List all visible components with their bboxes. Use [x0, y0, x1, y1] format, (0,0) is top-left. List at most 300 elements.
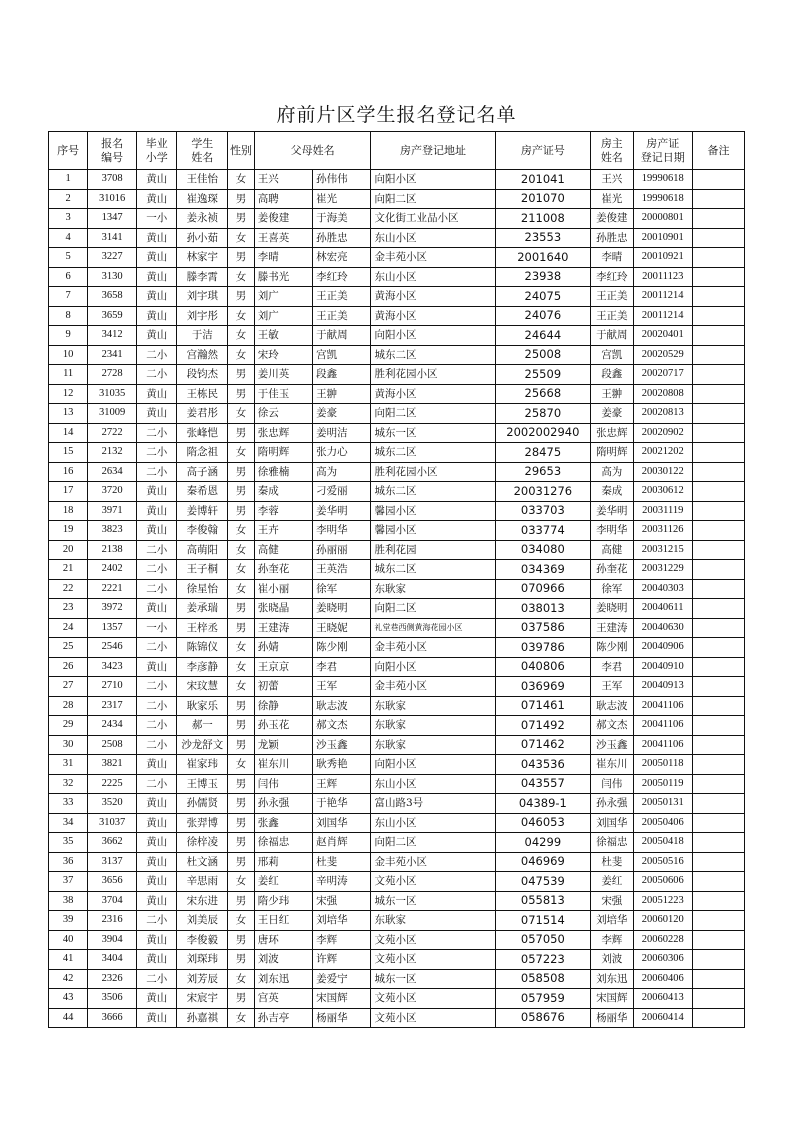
cell-remark	[692, 755, 744, 775]
cell-reg-no: 2722	[88, 423, 137, 443]
table-row	[49, 618, 745, 638]
cell-father: 王建涛	[254, 618, 312, 638]
cell-owner: 姜豪	[591, 404, 633, 424]
cell-reg-no: 3423	[88, 657, 137, 677]
cell-cert-date: 20050131	[633, 794, 692, 814]
cell-father: 高聘	[254, 189, 312, 209]
cell-remark	[692, 969, 744, 989]
cell-mother: 姜晓明	[313, 599, 371, 619]
cell-cert-no: 20031276	[495, 482, 590, 502]
cell-owner: 姜晓明	[591, 599, 633, 619]
cell-reg-no: 3130	[88, 267, 137, 287]
cell-cert-no: 070966	[495, 579, 590, 599]
cell-remark	[692, 365, 744, 385]
table-row	[49, 813, 745, 833]
cell-gender: 男	[228, 735, 255, 755]
cell-student: 王梓丞	[177, 618, 228, 638]
cell-seq: 18	[49, 501, 88, 521]
cell-mother: 赵肖辉	[313, 833, 371, 853]
cell-reg-no: 3506	[88, 989, 137, 1009]
cell-remark	[692, 443, 744, 463]
cell-father: 宋玲	[254, 345, 312, 365]
cell-cert-date: 20050516	[633, 852, 692, 872]
cell-reg-no: 2728	[88, 365, 137, 385]
cell-reg-no: 1347	[88, 209, 137, 229]
cell-seq: 9	[49, 326, 88, 346]
cell-mother: 张力心	[313, 443, 371, 463]
cell-cert-no: 055813	[495, 891, 590, 911]
cell-owner: 杜斐	[591, 852, 633, 872]
cell-seq: 24	[49, 618, 88, 638]
table-row	[49, 443, 745, 463]
cell-gender: 男	[228, 462, 255, 482]
cell-cert-date: 20030612	[633, 482, 692, 502]
table-row	[49, 852, 745, 872]
cell-remark	[692, 501, 744, 521]
cell-school: 二小	[137, 638, 177, 658]
cell-address: 向阳二区	[371, 599, 495, 619]
cell-school: 黄山	[137, 872, 177, 892]
cell-address: 东耿家	[371, 716, 495, 736]
cell-seq: 6	[49, 267, 88, 287]
cell-seq: 5	[49, 248, 88, 268]
cell-cert-no: 046969	[495, 852, 590, 872]
cell-cert-date: 20040906	[633, 638, 692, 658]
cell-seq: 43	[49, 989, 88, 1009]
cell-father: 崔东川	[254, 755, 312, 775]
cell-reg-no: 2402	[88, 560, 137, 580]
header-remark: 备注	[692, 132, 744, 170]
cell-mother: 李辉	[313, 930, 371, 950]
cell-cert-date: 20060120	[633, 911, 692, 931]
cell-reg-no: 3659	[88, 306, 137, 326]
cell-father: 于佳玉	[254, 384, 312, 404]
cell-school: 黄山	[137, 813, 177, 833]
cell-owner: 王正美	[591, 306, 633, 326]
cell-address: 文苑小区	[371, 872, 495, 892]
cell-seq: 13	[49, 404, 88, 424]
cell-mother: 崔光	[313, 189, 371, 209]
cell-owner: 刘波	[591, 950, 633, 970]
cell-father: 张鑫	[254, 813, 312, 833]
table-row	[49, 599, 745, 619]
cell-address: 礼堂巷西侧黄海花园小区	[371, 618, 495, 638]
cell-owner: 刘东迅	[591, 969, 633, 989]
cell-address: 文苑小区	[371, 1008, 495, 1028]
cell-student: 崔逸琛	[177, 189, 228, 209]
cell-cert-no: 040806	[495, 657, 590, 677]
cell-cert-date: 20041106	[633, 696, 692, 716]
cell-remark	[692, 170, 744, 190]
cell-father: 王兴	[254, 170, 312, 190]
cell-reg-no: 3412	[88, 326, 137, 346]
cell-mother: 沙玉鑫	[313, 735, 371, 755]
cell-reg-no: 3720	[88, 482, 137, 502]
table-row	[49, 579, 745, 599]
cell-cert-no: 23938	[495, 267, 590, 287]
document-title: 府前片区学生报名登记名单	[276, 104, 517, 126]
cell-owner: 孙奎花	[591, 560, 633, 580]
cell-gender: 女	[228, 1008, 255, 1028]
cell-seq: 2	[49, 189, 88, 209]
header-seq: 序号	[49, 132, 88, 170]
cell-seq: 42	[49, 969, 88, 989]
cell-gender: 女	[228, 404, 255, 424]
table-row	[49, 384, 745, 404]
cell-father: 孙吉亭	[254, 1008, 312, 1028]
cell-father: 刘广	[254, 287, 312, 307]
cell-gender: 男	[228, 696, 255, 716]
cell-owner: 杨丽华	[591, 1008, 633, 1028]
cell-mother: 于献周	[313, 326, 371, 346]
cell-school: 黄山	[137, 384, 177, 404]
cell-mother: 王军	[313, 677, 371, 697]
cell-cert-no: 2001640	[495, 248, 590, 268]
cell-mother: 姜豪	[313, 404, 371, 424]
cell-school: 黄山	[137, 852, 177, 872]
cell-school: 黄山	[137, 501, 177, 521]
cell-father: 闫伟	[254, 774, 312, 794]
cell-seq: 36	[49, 852, 88, 872]
cell-school: 黄山	[137, 228, 177, 248]
cell-mother: 宋国辉	[313, 989, 371, 1009]
cell-owner: 高为	[591, 462, 633, 482]
cell-remark	[692, 189, 744, 209]
cell-mother: 宫凯	[313, 345, 371, 365]
header-owner: 房主 姓名	[591, 132, 633, 170]
cell-father: 李晴	[254, 248, 312, 268]
cell-cert-date: 20020529	[633, 345, 692, 365]
cell-address: 富山路3号	[371, 794, 495, 814]
cell-remark	[692, 833, 744, 853]
cell-seq: 26	[49, 657, 88, 677]
cell-mother: 孙胜忠	[313, 228, 371, 248]
cell-cert-no: 29653	[495, 462, 590, 482]
cell-gender: 女	[228, 872, 255, 892]
cell-owner: 姜华明	[591, 501, 633, 521]
cell-gender: 男	[228, 950, 255, 970]
cell-owner: 崔光	[591, 189, 633, 209]
cell-reg-no: 2508	[88, 735, 137, 755]
cell-student: 王栋民	[177, 384, 228, 404]
cell-school: 黄山	[137, 170, 177, 190]
cell-cert-date: 20020717	[633, 365, 692, 385]
cell-address: 城东一区	[371, 423, 495, 443]
cell-cert-no: 071492	[495, 716, 590, 736]
cell-student: 姜博轩	[177, 501, 228, 521]
cell-mother: 李红玲	[313, 267, 371, 287]
cell-cert-no: 037586	[495, 618, 590, 638]
cell-cert-no: 071461	[495, 696, 590, 716]
cell-owner: 崔东川	[591, 755, 633, 775]
cell-reg-no: 3971	[88, 501, 137, 521]
cell-father: 初蕾	[254, 677, 312, 697]
cell-owner: 徐福忠	[591, 833, 633, 853]
cell-remark	[692, 852, 744, 872]
cell-school: 黄山	[137, 287, 177, 307]
cell-remark	[692, 696, 744, 716]
cell-owner: 宫凯	[591, 345, 633, 365]
cell-school: 二小	[137, 423, 177, 443]
cell-father: 王日红	[254, 911, 312, 931]
cell-cert-no: 047539	[495, 872, 590, 892]
cell-school: 黄山	[137, 482, 177, 502]
cell-seq: 28	[49, 696, 88, 716]
cell-gender: 女	[228, 306, 255, 326]
cell-cert-no: 201041	[495, 170, 590, 190]
cell-mother: 姜爱宁	[313, 969, 371, 989]
cell-cert-date: 20060414	[633, 1008, 692, 1028]
cell-father: 李蓉	[254, 501, 312, 521]
cell-address: 东山小区	[371, 813, 495, 833]
cell-gender: 男	[228, 716, 255, 736]
cell-owner: 李君	[591, 657, 633, 677]
table-row	[49, 306, 745, 326]
cell-school: 二小	[137, 969, 177, 989]
cell-address: 向阳小区	[371, 755, 495, 775]
cell-cert-date: 20010921	[633, 248, 692, 268]
cell-seq: 30	[49, 735, 88, 755]
cell-cert-no: 039786	[495, 638, 590, 658]
cell-student: 李俊翰	[177, 521, 228, 541]
cell-father: 徐福忠	[254, 833, 312, 853]
cell-gender: 男	[228, 833, 255, 853]
cell-remark	[692, 930, 744, 950]
cell-gender: 女	[228, 911, 255, 931]
table-row	[49, 560, 745, 580]
cell-mother: 李君	[313, 657, 371, 677]
cell-school: 黄山	[137, 930, 177, 950]
cell-reg-no: 2225	[88, 774, 137, 794]
cell-school: 黄山	[137, 657, 177, 677]
cell-father: 徐静	[254, 696, 312, 716]
cell-cert-date: 20030122	[633, 462, 692, 482]
cell-reg-no: 3821	[88, 755, 137, 775]
cell-owner: 隋明辉	[591, 443, 633, 463]
cell-student: 姜承瑞	[177, 599, 228, 619]
cell-reg-no: 3708	[88, 170, 137, 190]
cell-gender: 女	[228, 267, 255, 287]
cell-owner: 王正美	[591, 287, 633, 307]
cell-mother: 姜华明	[313, 501, 371, 521]
cell-gender: 女	[228, 638, 255, 658]
cell-cert-no: 036969	[495, 677, 590, 697]
cell-remark	[692, 560, 744, 580]
cell-remark	[692, 657, 744, 677]
cell-reg-no: 3662	[88, 833, 137, 853]
cell-seq: 25	[49, 638, 88, 658]
cell-student: 陈锦仪	[177, 638, 228, 658]
cell-gender: 男	[228, 930, 255, 950]
cell-address: 城东二区	[371, 443, 495, 463]
cell-seq: 21	[49, 560, 88, 580]
cell-gender: 女	[228, 657, 255, 677]
cell-gender: 男	[228, 813, 255, 833]
cell-owner: 李晴	[591, 248, 633, 268]
cell-seq: 12	[49, 384, 88, 404]
cell-gender: 男	[228, 774, 255, 794]
cell-address: 向阳小区	[371, 170, 495, 190]
cell-address: 文化街工业品小区	[371, 209, 495, 229]
cell-cert-date: 20020902	[633, 423, 692, 443]
table-row	[49, 716, 745, 736]
cell-school: 黄山	[137, 267, 177, 287]
cell-remark	[692, 521, 744, 541]
cell-cert-date: 20040611	[633, 599, 692, 619]
cell-seq: 4	[49, 228, 88, 248]
cell-address: 东耿家	[371, 696, 495, 716]
cell-school: 二小	[137, 560, 177, 580]
cell-student: 宋宸宇	[177, 989, 228, 1009]
cell-reg-no: 3823	[88, 521, 137, 541]
cell-address: 城东一区	[371, 891, 495, 911]
cell-cert-no: 25870	[495, 404, 590, 424]
cell-gender: 女	[228, 560, 255, 580]
cell-father: 王敏	[254, 326, 312, 346]
cell-seq: 3	[49, 209, 88, 229]
cell-gender: 男	[228, 365, 255, 385]
cell-cert-date: 20011123	[633, 267, 692, 287]
cell-mother: 陈少刚	[313, 638, 371, 658]
cell-reg-no: 3972	[88, 599, 137, 619]
cell-cert-no: 24075	[495, 287, 590, 307]
cell-remark	[692, 774, 744, 794]
table-row	[49, 930, 745, 950]
cell-student: 姜永祯	[177, 209, 228, 229]
cell-school: 黄山	[137, 891, 177, 911]
cell-mother: 高为	[313, 462, 371, 482]
cell-cert-date: 20020808	[633, 384, 692, 404]
cell-student: 王博玉	[177, 774, 228, 794]
cell-address: 胜利花园	[371, 540, 495, 560]
cell-cert-no: 28475	[495, 443, 590, 463]
cell-cert-no: 201070	[495, 189, 590, 209]
cell-reg-no: 1357	[88, 618, 137, 638]
header-reg-no: 报名 编号	[88, 132, 137, 170]
cell-owner: 于献周	[591, 326, 633, 346]
cell-cert-date: 20040303	[633, 579, 692, 599]
cell-address: 向阳小区	[371, 326, 495, 346]
cell-reg-no: 31035	[88, 384, 137, 404]
cell-father: 张忠辉	[254, 423, 312, 443]
cell-mother: 刘国华	[313, 813, 371, 833]
cell-student: 张羿博	[177, 813, 228, 833]
cell-remark	[692, 384, 744, 404]
cell-father: 姜俊建	[254, 209, 312, 229]
cell-gender: 男	[228, 599, 255, 619]
cell-cert-no: 033774	[495, 521, 590, 541]
cell-father: 秦成	[254, 482, 312, 502]
cell-seq: 19	[49, 521, 88, 541]
cell-owner: 王军	[591, 677, 633, 697]
cell-mother: 王翀	[313, 384, 371, 404]
cell-school: 二小	[137, 677, 177, 697]
table-row	[49, 969, 745, 989]
cell-remark	[692, 267, 744, 287]
cell-remark	[692, 579, 744, 599]
cell-father: 孙婧	[254, 638, 312, 658]
cell-cert-date: 20011214	[633, 287, 692, 307]
cell-cert-no: 034369	[495, 560, 590, 580]
cell-reg-no: 31009	[88, 404, 137, 424]
cell-student: 孙小茹	[177, 228, 228, 248]
cell-mother: 宋强	[313, 891, 371, 911]
cell-address: 金丰苑小区	[371, 677, 495, 697]
cell-mother: 许辉	[313, 950, 371, 970]
cell-owner: 宋国辉	[591, 989, 633, 1009]
cell-school: 一小	[137, 209, 177, 229]
cell-address: 东山小区	[371, 228, 495, 248]
cell-owner: 高健	[591, 540, 633, 560]
cell-owner: 耿志波	[591, 696, 633, 716]
cell-address: 城东二区	[371, 560, 495, 580]
cell-cert-date: 20060228	[633, 930, 692, 950]
cell-cert-no: 043557	[495, 774, 590, 794]
cell-cert-date: 19990618	[633, 189, 692, 209]
cell-mother: 林宏亮	[313, 248, 371, 268]
cell-seq: 22	[49, 579, 88, 599]
cell-address: 东耿家	[371, 735, 495, 755]
cell-seq: 39	[49, 911, 88, 931]
cell-cert-no: 058508	[495, 969, 590, 989]
cell-student: 徐星怡	[177, 579, 228, 599]
cell-student: 宫瀚然	[177, 345, 228, 365]
cell-father: 张晓晶	[254, 599, 312, 619]
table-row	[49, 365, 745, 385]
cell-remark	[692, 950, 744, 970]
cell-father: 徐云	[254, 404, 312, 424]
cell-student: 隋念祖	[177, 443, 228, 463]
cell-reg-no: 2317	[88, 696, 137, 716]
cell-cert-no: 23553	[495, 228, 590, 248]
cell-remark	[692, 891, 744, 911]
cell-cert-date: 20020813	[633, 404, 692, 424]
cell-address: 黄海小区	[371, 306, 495, 326]
cell-cert-no: 057050	[495, 930, 590, 950]
cell-mother: 杜斐	[313, 852, 371, 872]
cell-school: 黄山	[137, 950, 177, 970]
cell-seq: 34	[49, 813, 88, 833]
cell-owner: 刘国华	[591, 813, 633, 833]
cell-remark	[692, 287, 744, 307]
cell-reg-no: 31037	[88, 813, 137, 833]
cell-cert-no: 057223	[495, 950, 590, 970]
cell-mother: 孙丽丽	[313, 540, 371, 560]
cell-cert-no: 038013	[495, 599, 590, 619]
cell-seq: 27	[49, 677, 88, 697]
cell-father: 宫英	[254, 989, 312, 1009]
cell-cert-date: 20010901	[633, 228, 692, 248]
cell-student: 刘美辰	[177, 911, 228, 931]
cell-school: 二小	[137, 774, 177, 794]
cell-student: 王子桐	[177, 560, 228, 580]
cell-mother: 王晓妮	[313, 618, 371, 638]
cell-gender: 女	[228, 677, 255, 697]
cell-seq: 23	[49, 599, 88, 619]
cell-mother: 刁爱丽	[313, 482, 371, 502]
table-row	[49, 735, 745, 755]
cell-reg-no: 2326	[88, 969, 137, 989]
table-row	[49, 774, 745, 794]
cell-father: 隋少玮	[254, 891, 312, 911]
cell-owner: 姜俊建	[591, 209, 633, 229]
table-row	[49, 404, 745, 424]
cell-gender: 女	[228, 345, 255, 365]
cell-school: 二小	[137, 716, 177, 736]
cell-mother: 王正美	[313, 287, 371, 307]
cell-owner: 王翀	[591, 384, 633, 404]
cell-gender: 男	[228, 189, 255, 209]
